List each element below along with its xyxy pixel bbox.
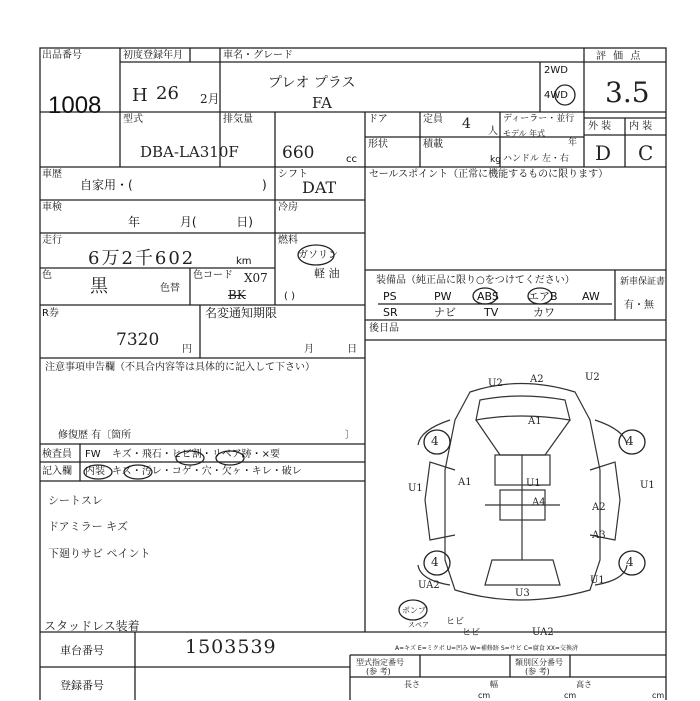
car-grade: FA [312,94,332,112]
reg-month: 2月 [200,92,220,106]
equip-tv: TV [484,306,499,319]
equip-leather: カワ [533,306,555,319]
equip-aw: AW [582,290,600,303]
equip-pw: PW [434,290,452,303]
drive-2wd: 2WD [544,65,568,76]
mark-u1-left: U1 [408,483,423,494]
mark-a1-top: A1 [528,416,542,427]
mark-ua2-bottom: UA2 [532,627,554,638]
mileage-unit: km [236,256,252,267]
int-label: 内 装 [629,121,653,132]
equip-navi: ナビ [434,306,456,319]
mark-crack-2: ヒビ [462,628,481,638]
designation-label: 型式指定番号 [356,658,404,667]
mark-u2-top: U2 [585,372,600,383]
sales-point-label: セールスポイント（正常に機能するものに限ります） [369,169,609,180]
load-label: 積載 [423,139,443,150]
chassis-label: 車台番号 [60,644,104,657]
disp-label: 排気量 [223,114,253,125]
lot-label: 出品番号 [42,50,82,61]
equip-airbag: エアB [528,290,558,303]
category-label: 類別区分番号 [515,658,563,667]
equip-abs: ABS [477,290,499,303]
mileage-label: 走行 [42,235,62,246]
repair-close: 〕 [345,430,355,441]
color-value: 黒 [90,276,108,297]
lot-number: 1008 [48,92,102,119]
rear-items-label: 後日品 [369,323,399,334]
fw-label: FW [85,449,101,460]
shift-value: DAT [302,178,337,197]
mark-a2-top: A2 [530,374,544,385]
shape-label: 形状 [368,139,388,150]
fuel-diesel: 軽 油 [314,267,340,280]
model-label: 型式 [123,114,143,125]
mark-spare: スペア [408,621,429,629]
studless-note: スタッドレス装着 [44,619,140,633]
cc-unit: cc [346,154,357,165]
notes-label: 注意事項申告欄（不具合内容等は具体的に記入して下さい） [45,362,315,373]
recycle-unit: 円 [182,344,192,355]
size-length: 長さ [404,680,420,689]
color-code-note: BK [228,288,246,302]
size-cm-2: cm [564,691,577,700]
year-char: 年 [568,138,578,148]
fw-items: キズ・飛石・ヒビ割・リペア跡・×要 [112,449,280,460]
inspection-label: 車検 [42,202,62,213]
remark-1: シートスレ [48,494,103,507]
name-change-text: 月 日 [304,344,358,355]
inspector-label-2: 記入欄 [42,466,72,477]
size-height: 高さ [576,680,592,689]
color-change-label: 色替 [160,283,180,294]
recycle-label: R券 [42,308,59,319]
equip-ps: PS [383,290,397,303]
registration-label: 登録番号 [60,679,104,692]
drive-4wd: 4WD [544,90,568,101]
fuel-gasoline: ガソリン [298,250,338,261]
fuel-label: 燃料 [278,235,298,246]
model-year-label: モデル 年式 [503,129,546,138]
name-change-label: 名変通知期限 [205,306,278,320]
chassis-value: 1503539 [185,636,277,658]
mark-u1-roof: U1 [526,478,541,489]
mark-a2-side: A2 [592,502,606,513]
mark-a3: A3 [592,530,606,541]
history-label: 車歴 [42,169,62,180]
mark-4-fl: 4 [431,434,439,448]
model-code: DBA-LA310F [140,143,239,161]
mark-4-fr: 4 [626,434,634,448]
score-label: 評 価 点 [596,51,643,62]
score: 3.5 [605,76,650,109]
equip-sr: SR [383,306,398,319]
mark-a1-door: A1 [458,477,472,488]
inspector-label: 検査員 [42,449,72,460]
equipment-label: 装備品（純正品に限り○をつけてください） [376,275,575,286]
repair-history: 修復歴 有〔箇所 [58,430,132,441]
handle-label: ハンドル 左・右 [503,154,569,164]
size-cm-1: cm [478,691,491,700]
capacity-label: 定員 [423,114,443,125]
recycle-value: 7320 [116,330,160,350]
mark-crack-1: ヒビ [446,617,465,627]
mark-4-rr: 4 [626,555,634,569]
category-sub: (参 考) [525,667,550,676]
guarantee-value: 有・無 [624,300,654,311]
first-reg-label: 初度登録年月 [123,50,183,61]
era: H [132,85,148,106]
int-items: キズ・汚レ・コゲ・穴・欠ヶ・キレ・破レ [112,466,302,477]
mark-pump: ポンプ [402,606,426,615]
mark-a4: A4 [532,497,546,508]
designation-sub: (参 考) [366,667,391,676]
mark-4-rl: 4 [431,555,439,569]
car-label: 車名・グレード [223,50,293,61]
color-label: 色 [42,270,52,281]
ext-label: 外 装 [588,121,612,132]
guarantee-label: 新車保証書 [620,277,666,287]
int-grade: C [638,141,654,165]
mark-u1-right: U1 [640,480,655,491]
fuel-paren: ( ) [284,291,295,302]
mark-u2-left: U2 [488,378,503,389]
inspection-text: 年 月( 日) [128,215,253,229]
size-width: 幅 [490,680,498,689]
mark-u1-rear: U1 [590,575,605,586]
displacement: 660 [282,143,315,163]
capacity: 4 [462,116,471,132]
mark-u3: U3 [515,588,530,599]
remark-2: ドアミラー キズ [48,520,128,533]
door-label: ドア [368,114,388,125]
cooling-label: 冷房 [278,202,298,213]
int-damage-label: 内装 [85,466,105,477]
color-code-label: 色コード [193,270,233,281]
history-close: ) [262,178,267,192]
car-name: プレオ プラス [268,75,356,91]
size-cm-3: cm [652,691,665,700]
person-unit: 人 [488,126,498,137]
reg-year: 26 [156,83,179,104]
damage-legend: A=キズ E=ミクボ U=凹み W=補修跡 S=サビ C=腐食 XX=交換済 [395,645,578,652]
mark-ua2-left: UA2 [418,580,440,591]
shift-label: シフト [278,169,308,180]
ext-grade: D [595,141,612,165]
remark-3: 下廻りサビ ペイント [48,547,151,560]
dealer-label: ディーラー・並行 [503,114,575,124]
history-value: 自家用・( [80,178,133,192]
mileage-value: 6万2千602 [88,248,196,269]
kg-unit: kg [490,155,501,165]
color-code: X07 [244,271,268,285]
